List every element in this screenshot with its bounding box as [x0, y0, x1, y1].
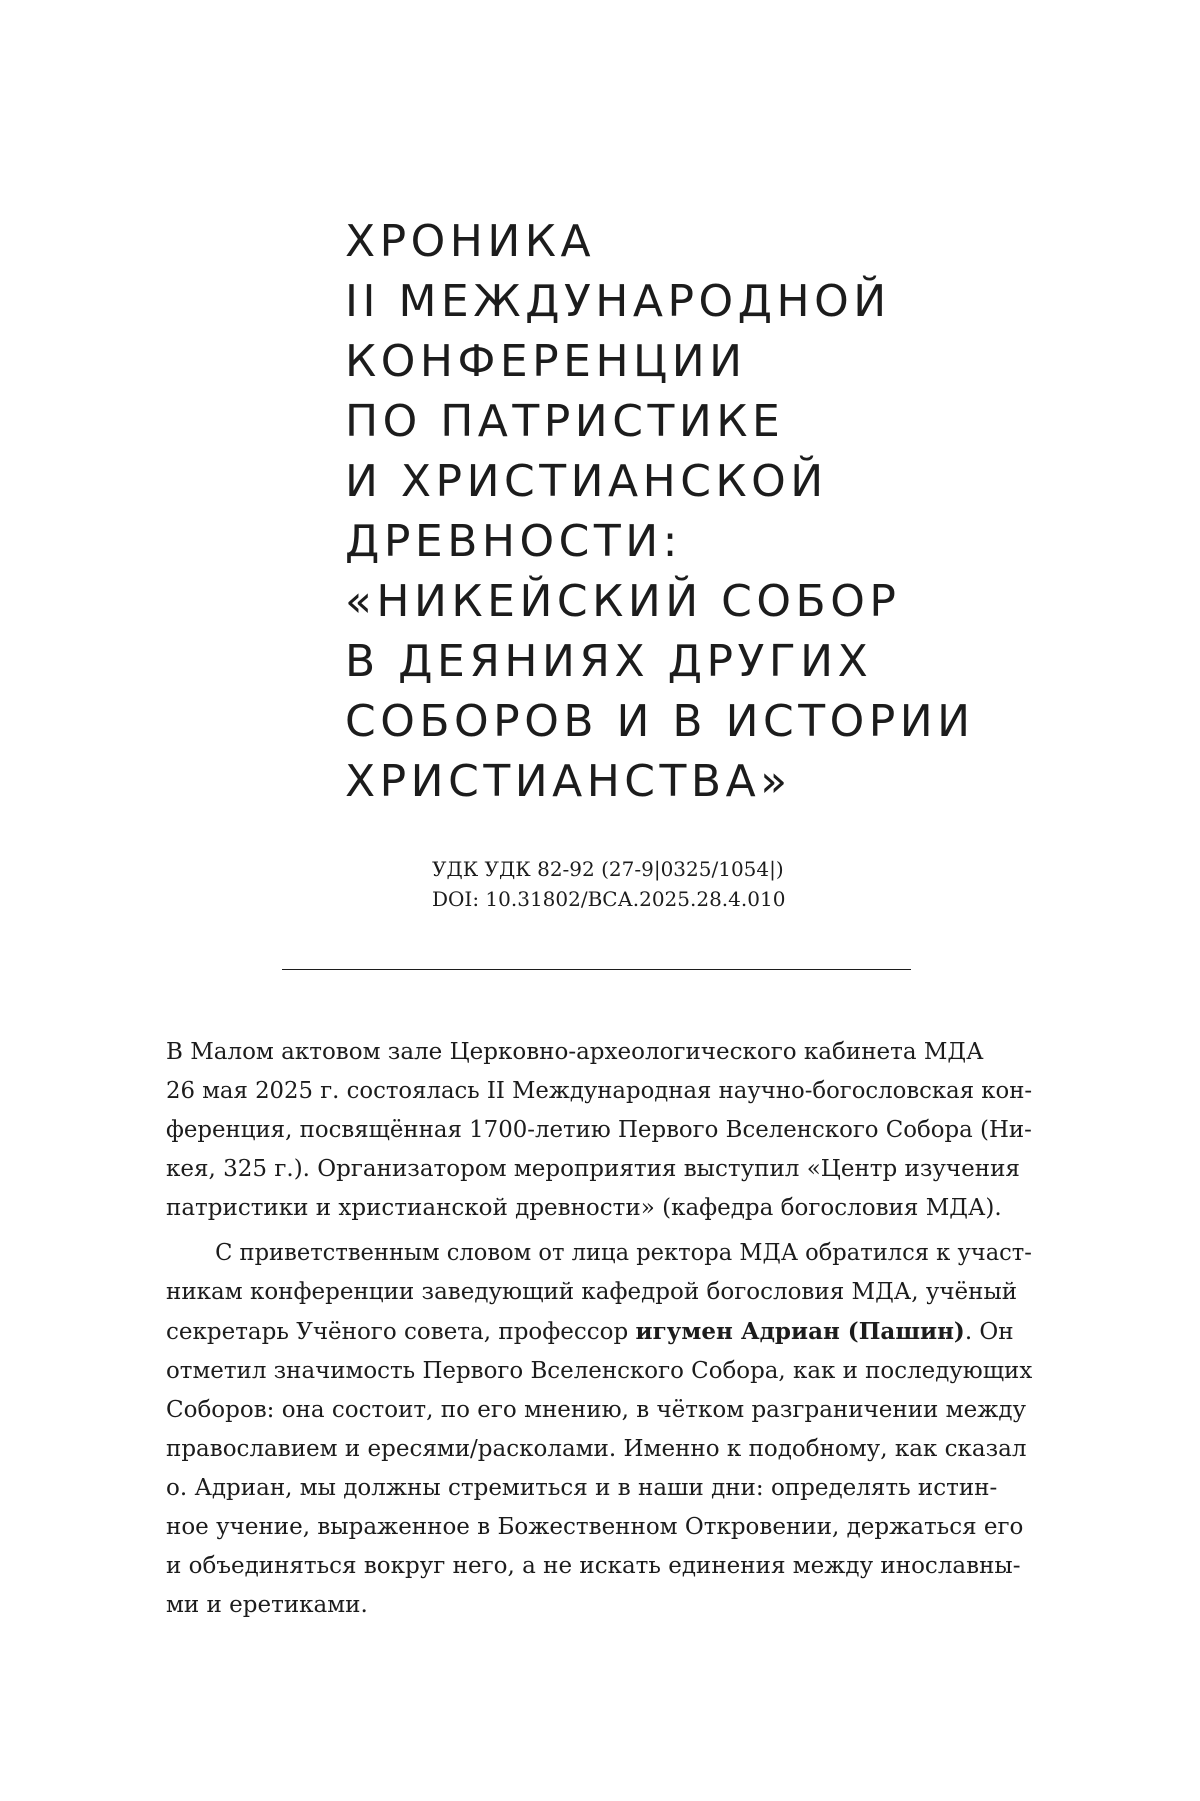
- paragraph-2: [166, 1234, 1032, 1625]
- title-line: II МЕЖДУНАРОДНОЙ: [345, 276, 891, 327]
- article-metadata: [432, 854, 785, 914]
- title-line: КОНФЕРЕНЦИИ: [345, 336, 747, 387]
- text-line: православием и ересями/расколами. Именно к подобному, как сказал: [166, 1436, 1027, 1462]
- paragraph-1: [166, 1033, 1032, 1228]
- text-line: и объединяться вокруг него, а не искать единения между инославны-: [166, 1553, 1021, 1579]
- title-line: И ХРИСТИАНСКОЙ: [345, 456, 828, 507]
- text-line: ное учение, выраженное в Божественном Откровении, держаться его: [166, 1514, 1024, 1540]
- text-line: о. Адриан, мы должны стремиться и в наши дни: определять истин-: [166, 1475, 998, 1501]
- title-line: ХРИСТИАНСТВА»: [345, 756, 792, 807]
- text-line: кея, 325 г.). Организатором мероприятия выступил «Центр изучения: [166, 1156, 1020, 1182]
- section-divider: [282, 969, 911, 970]
- text-line: никам конференции заведующий кафедрой богословия МДА, учёный: [166, 1279, 1018, 1305]
- title-line: ДРЕВНОСТИ:: [345, 516, 682, 567]
- udk-code: УДК УДК 82-92 (27-9|0325/1054|): [432, 857, 784, 881]
- title-line: ПО ПАТРИСТИКЕ: [345, 396, 785, 447]
- text-line: ми и еретиками.: [166, 1592, 368, 1618]
- article-body: [166, 1033, 1032, 1625]
- text-line: ференция, посвящённая 1700-летию Первого Вселенского Собора (Ни-: [166, 1117, 1032, 1143]
- text-line: В Малом актовом зале Церковно-археологического кабинета МДА: [166, 1039, 984, 1065]
- text-segment: . Он: [964, 1319, 1014, 1345]
- text-line: отметил значимость Первого Вселенского Собора, как и последующих: [166, 1358, 1033, 1384]
- title-line: ХРОНИКА: [345, 216, 596, 267]
- text-line: патристики и христианской древности» (кафедра богословия МДА).: [166, 1195, 1002, 1221]
- text-line: Соборов: она состоит, по его мнению, в чётком разграничении между: [166, 1397, 1027, 1423]
- text-segment: секретарь Учёного совета, профессор: [166, 1319, 636, 1345]
- text-line: С приветственным словом от лица ректора МДА обратился к участ-: [215, 1240, 1032, 1266]
- text-line: 26 мая 2025 г. состоялась II Международная научно-богословская кон-: [166, 1078, 1033, 1104]
- doi-link[interactable]: DOI: 10.31802/ВСА.2025.28.4.010: [432, 887, 786, 911]
- title-line: СОБОРОВ И В ИСТОРИИ: [345, 696, 975, 747]
- article-title: [345, 212, 1145, 812]
- title-line: В ДЕЯНИЯХ ДРУГИХ: [345, 636, 873, 687]
- highlighted-name: игумен Адриан (Пашин): [635, 1318, 965, 1345]
- title-line: «НИКЕЙСКИЙ СОБОР: [345, 576, 901, 627]
- text-line: [166, 1312, 1032, 1352]
